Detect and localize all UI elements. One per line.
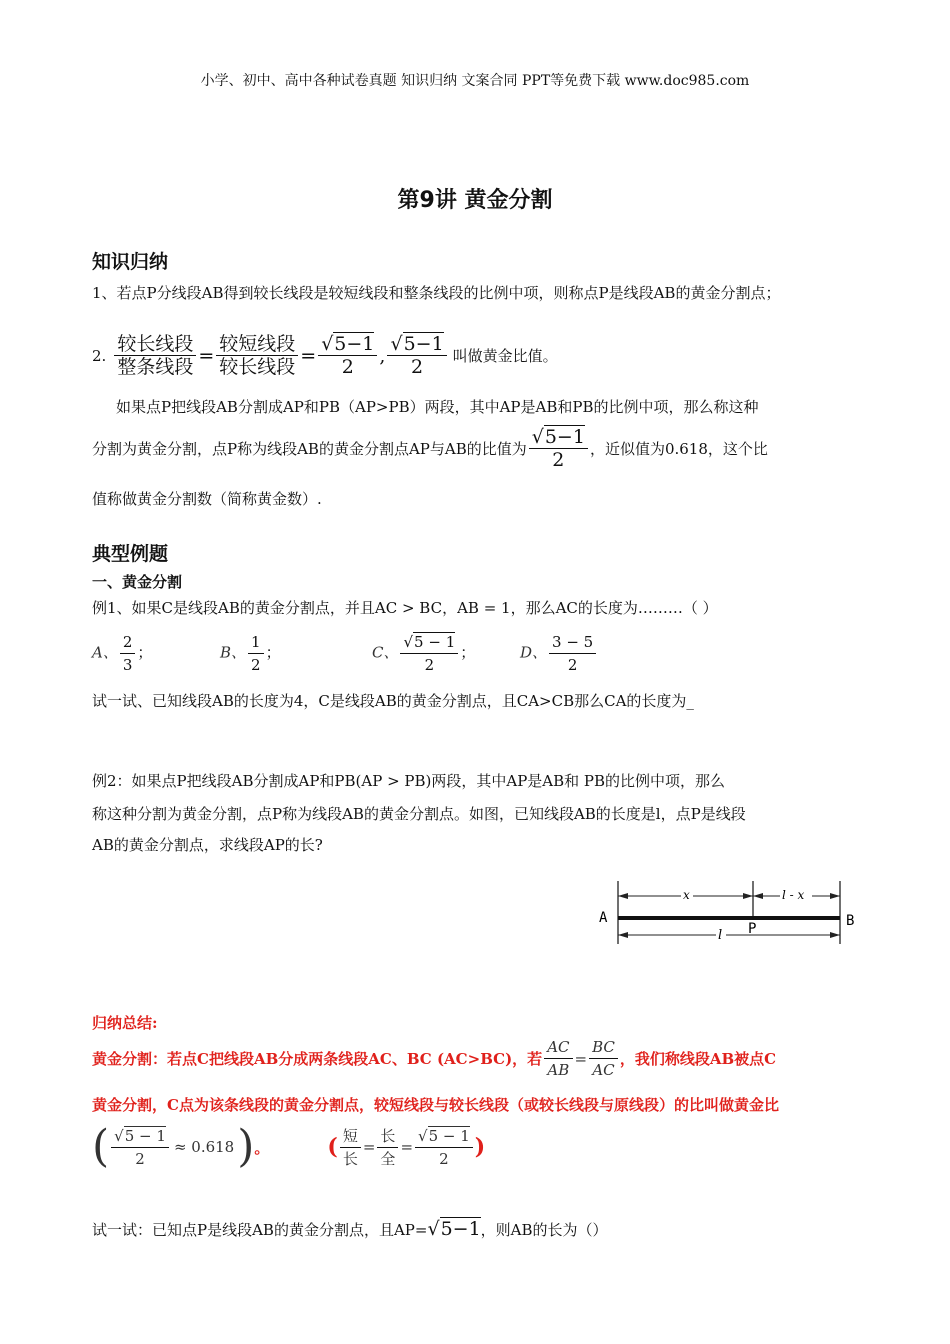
- knowledge-para-line1: 如果点P把线段AB分割成AP和PB（AP>PB）两段，其中AP是AB和PB的比例中项，那么称这种: [116, 398, 759, 416]
- fraction-numerator: √5−1: [529, 426, 588, 449]
- fraction-numerator: AC: [544, 1036, 572, 1059]
- paren-right-2: ): [474, 1134, 486, 1160]
- fraction-denominator: 2: [341, 356, 354, 378]
- fraction-denominator: 2: [411, 356, 424, 378]
- comma: ,: [379, 344, 386, 367]
- fraction-numerator: √5−1: [318, 333, 377, 356]
- fraction-numerator: BC: [589, 1036, 618, 1059]
- sqrt-content: 5−1: [403, 333, 444, 355]
- summary-line-3: [92, 1122, 485, 1172]
- summary-line-2: 黄金分割，C点为该条线段的黄金分割点，较短线段与较长线段（或较长线段与原线段）的比叫做黄金比: [92, 1096, 779, 1114]
- ratio-ac-ab: [544, 1036, 572, 1081]
- approx-value: ≈ 0.618: [173, 1138, 235, 1156]
- sqrt-content: 5 − 1: [414, 633, 456, 651]
- fraction-golden-value-2: [387, 333, 446, 378]
- option-label: B、: [220, 643, 247, 662]
- label-b: B: [846, 913, 855, 929]
- fraction-denominator: 2: [135, 1149, 145, 1168]
- fraction-denominator: 2: [424, 656, 435, 674]
- option-fraction: [120, 631, 136, 676]
- example-2-line3: AB的黄金分割点，求线段AP的长?: [92, 836, 323, 854]
- knowledge-para-line2-tail: ，近似值为0.618，这个比: [589, 440, 768, 458]
- example-2-line1: 例2：如果点P把线段AB分割成AP和PB(AP > PB)两段，其中AP是AB和 PB的比例中项，那么: [92, 772, 726, 790]
- paren-left: (: [92, 1121, 110, 1172]
- summary-title: 归纳总结:: [92, 1014, 158, 1032]
- fraction-golden-value: [318, 333, 377, 378]
- fraction-numerator: 1: [248, 631, 264, 654]
- label-l: l: [718, 928, 723, 943]
- option-c: [372, 631, 520, 676]
- arrow-left-l: [618, 932, 628, 938]
- example-1-question: 例1、如果C是线段AB的黄金分割点，并且AC > BC，AB = 1，那么AC的长度为………（ ）: [92, 599, 718, 617]
- fraction-denominator: 2: [251, 656, 261, 674]
- segment-diagram: [595, 878, 865, 956]
- equals-sign: =: [574, 1049, 588, 1068]
- section-heading-knowledge: 知识归纳: [92, 251, 169, 273]
- option-label: D、: [520, 643, 548, 662]
- option-label: A、: [92, 643, 118, 662]
- fraction-numerator: 短: [340, 1125, 361, 1148]
- fraction-denominator: 长: [342, 1149, 358, 1168]
- sqrt-content: 5−1: [440, 1218, 481, 1240]
- formula-number: 2.: [92, 346, 107, 365]
- label-p: P: [748, 921, 757, 937]
- separator: ；: [460, 643, 476, 662]
- option-fraction: [400, 631, 458, 676]
- summary-line-1-text: 黄金分割：若点C把线段AB分成两条线段AC、BC (AC>BC)，若: [92, 1050, 543, 1068]
- equals-sign: =: [198, 344, 215, 367]
- fraction-numerator: 较长线段: [114, 333, 196, 356]
- fraction-golden-value-4: [415, 1125, 473, 1170]
- fraction-short-long: [340, 1125, 361, 1170]
- knowledge-para-line3: 值称做黄金分割数（简称黄金数）.: [92, 490, 322, 508]
- subsection-heading-golden-section: 一、黄金分割: [92, 573, 183, 591]
- sqrt-content: 5 − 1: [428, 1126, 470, 1145]
- golden-fraction: [111, 1125, 169, 1170]
- knowledge-para-line2-text: 分割为黄金分割，点P称为线段AB的黄金分割点AP与AB的比值为: [92, 440, 527, 458]
- fraction-denominator: 全: [380, 1149, 396, 1168]
- option-a: [92, 631, 220, 676]
- knowledge-item-1-text: 1、若点P分线段AB得到较长线段是较短线段和整条线段的比例中项，则称点P是线段AB的黄金分割点；: [92, 284, 781, 302]
- try-it-2-tail: ，则AB的长为（）: [480, 1220, 608, 1239]
- fraction-denominator: AB: [547, 1061, 570, 1079]
- arrow-right-lx: [830, 893, 840, 899]
- fraction-short-over-long: [216, 333, 298, 378]
- fraction-numerator: √5 − 1: [415, 1125, 473, 1148]
- page-title: 第9讲 黄金分割: [397, 188, 553, 213]
- fraction-long-over-whole: [114, 333, 196, 378]
- fraction-golden-value-3: [529, 426, 588, 471]
- fraction-numerator: √5 − 1: [111, 1125, 169, 1148]
- paren-right: ): [237, 1121, 255, 1172]
- try-it-1: 试一试、已知线段AB的长度为4，C是线段AB的黄金分割点，且CA>CB那么CA的长度为_: [92, 692, 694, 710]
- label-x: x: [683, 888, 690, 902]
- summary-line-1-tail: ，我们称线段AB被点C: [619, 1050, 777, 1068]
- sqrt-content: 5 − 1: [124, 1126, 166, 1145]
- summary-line-1: [92, 1036, 776, 1081]
- separator: ；: [137, 643, 153, 662]
- fraction-numerator: 3 − 5: [549, 631, 596, 654]
- paren-left-2: (: [327, 1134, 338, 1160]
- label-a: A: [599, 910, 608, 926]
- fraction-numerator: √5 − 1: [400, 631, 458, 654]
- arrow-right-l: [830, 932, 840, 938]
- arrow-left-x: [618, 893, 628, 899]
- fraction-denominator: 3: [122, 656, 133, 674]
- option-fraction: [549, 631, 596, 676]
- fraction-numerator: 较短线段: [216, 333, 298, 356]
- fraction-denominator: 2: [552, 449, 565, 471]
- page-header: 小学、初中、高中各种试卷真题 知识归纳 文案合同 PPT等免费下载 www.doc985.com: [200, 73, 750, 89]
- golden-ratio-formula: [92, 333, 558, 378]
- formula-tail: 叫做黄金比值。: [452, 347, 558, 365]
- example-1-options: [92, 631, 652, 676]
- label-l-minus-x: l - x: [782, 888, 805, 902]
- section-heading-examples: 典型例题: [92, 543, 169, 565]
- try-it-2-text: 试一试：已知点P是线段AB的黄金分割点，且AP=: [92, 1220, 428, 1239]
- try-it-2: [92, 1218, 608, 1240]
- try-it-2-value: √5−1: [427, 1218, 481, 1240]
- sqrt-content: 5−1: [544, 426, 585, 448]
- fraction-numerator: √5−1: [387, 333, 446, 356]
- fraction-long-whole: [377, 1125, 398, 1170]
- ratio-bc-ac: [589, 1036, 618, 1081]
- fraction-numerator: 2: [120, 631, 136, 654]
- option-label: C、: [372, 643, 399, 662]
- equals-sign: =: [400, 1138, 414, 1156]
- fraction-denominator: 2: [439, 1149, 449, 1168]
- fraction-numerator: 长: [377, 1125, 398, 1148]
- arrow-left-lx: [753, 893, 763, 899]
- fraction-denominator: 整条线段: [117, 356, 194, 378]
- fraction-denominator: AC: [592, 1061, 615, 1079]
- knowledge-item-1: [92, 281, 862, 305]
- period: 。: [254, 1138, 270, 1157]
- option-b: [220, 631, 372, 676]
- sqrt-content: 5−1: [334, 333, 375, 355]
- equals-sign: =: [362, 1138, 376, 1156]
- fraction-denominator: 较长线段: [219, 356, 296, 378]
- separator: ；: [265, 643, 281, 662]
- option-d: [520, 631, 598, 676]
- fraction-denominator: 2: [567, 656, 578, 674]
- example-2-line2: 称这种分割为黄金分割，点P称为线段AB的黄金分割点。如图，已知线段AB的长度是l，点P是线段: [92, 805, 746, 823]
- option-fraction: [248, 631, 264, 676]
- equals-sign: =: [300, 344, 317, 367]
- arrow-right-x: [743, 893, 753, 899]
- knowledge-para-line2: [92, 426, 768, 471]
